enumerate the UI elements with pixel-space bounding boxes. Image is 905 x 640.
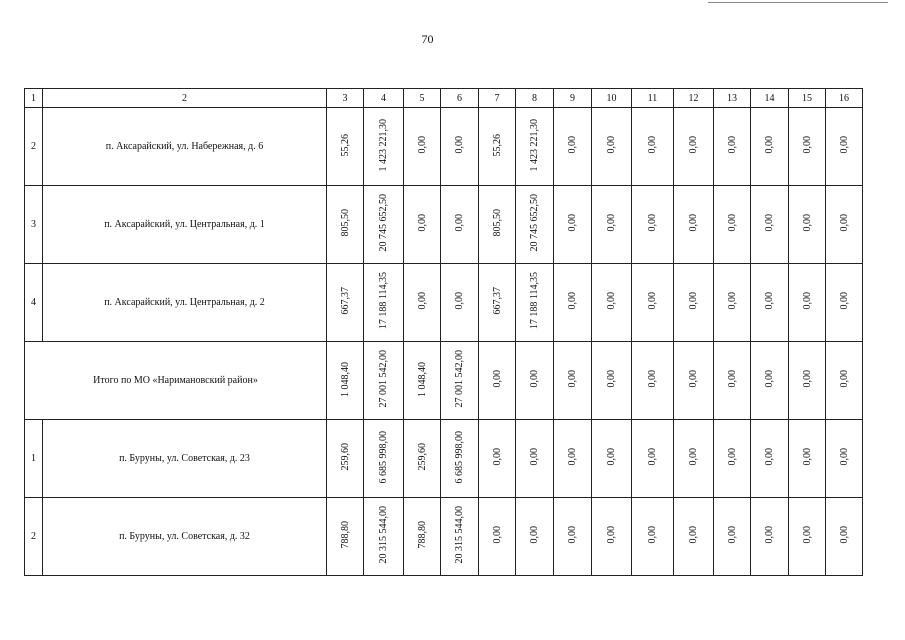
data-table: [24, 88, 863, 576]
row-number: 3: [25, 186, 43, 264]
cell-value: 0,00: [838, 526, 850, 544]
value-cell: [404, 186, 441, 264]
value-cell: [554, 498, 592, 576]
value-cell: [516, 498, 554, 576]
cell-value: 0,00: [764, 136, 775, 154]
value-cell: [751, 108, 789, 186]
cell-value: 0,00: [416, 136, 428, 154]
value-cell: [826, 498, 863, 576]
value-cell: [516, 420, 554, 498]
value-cell: [826, 420, 863, 498]
column-header: 9: [554, 89, 592, 108]
row-number: 4: [25, 264, 43, 342]
cell-value: 0,00: [764, 448, 775, 466]
table-row: [25, 264, 863, 342]
value-cell: [404, 264, 441, 342]
value-cell: [751, 342, 789, 420]
cell-value: 20 315 544,00: [378, 506, 389, 564]
value-cell: [479, 498, 516, 576]
value-cell: [789, 108, 826, 186]
value-cell: [674, 186, 714, 264]
cell-value: 55,26: [339, 133, 351, 157]
value-cell: [674, 498, 714, 576]
value-cell: [714, 264, 751, 342]
cell-value: 0,00: [454, 136, 465, 154]
table-row: [25, 498, 863, 576]
cell-value: 259,60: [339, 443, 351, 471]
row-number: 1: [25, 420, 43, 498]
cell-value: 0,00: [838, 370, 850, 388]
value-cell: [789, 186, 826, 264]
cell-value: 0,00: [491, 448, 503, 466]
cell-value: 0,00: [606, 526, 617, 544]
column-header: 1: [25, 89, 43, 108]
cell-value: 0,00: [491, 370, 503, 388]
cell-value: 0,00: [726, 370, 738, 388]
row-number: 2: [25, 498, 43, 576]
table-row: [25, 108, 863, 186]
cell-value: 1 423 221,30: [378, 118, 389, 172]
cell-value: 0,00: [529, 526, 540, 544]
value-cell: [516, 186, 554, 264]
value-cell: [592, 264, 632, 342]
cell-value: 0,00: [529, 370, 540, 388]
value-cell: [789, 342, 826, 420]
cell-value: 0,00: [647, 370, 658, 388]
column-header: 15: [789, 89, 826, 108]
value-cell: [751, 420, 789, 498]
cell-value: 0,00: [688, 292, 699, 310]
value-cell: [364, 186, 404, 264]
value-cell: [441, 420, 479, 498]
cell-value: 0,00: [726, 526, 738, 544]
cell-value: 0,00: [416, 214, 428, 232]
value-cell: [364, 108, 404, 186]
cell-value: 6 685 998,00: [378, 430, 389, 484]
cell-value: 0,00: [606, 448, 617, 466]
value-cell: [714, 108, 751, 186]
cell-value: 0,00: [764, 292, 775, 310]
value-cell: [554, 420, 592, 498]
total-label: Итого по МО «Наримановский район»: [25, 342, 327, 420]
value-cell: [441, 108, 479, 186]
cell-value: 0,00: [491, 526, 503, 544]
cell-value: 0,00: [606, 214, 617, 232]
cell-value: 0,00: [838, 136, 850, 154]
top-rule: [708, 2, 888, 3]
row-number: 2: [25, 108, 43, 186]
value-cell: [516, 108, 554, 186]
column-header: 11: [632, 89, 674, 108]
column-header: 13: [714, 89, 751, 108]
value-cell: [826, 186, 863, 264]
cell-value: 667,37: [491, 287, 503, 315]
cell-value: 0,00: [726, 448, 738, 466]
value-cell: [789, 498, 826, 576]
cell-value: 17 188 114,35: [378, 272, 389, 330]
cell-value: 0,00: [688, 370, 699, 388]
value-cell: [592, 342, 632, 420]
cell-value: 0,00: [801, 214, 813, 232]
cell-value: 0,00: [726, 292, 738, 310]
column-header: 8: [516, 89, 554, 108]
cell-value: 788,80: [416, 521, 428, 549]
value-cell: [632, 498, 674, 576]
value-cell: [554, 264, 592, 342]
value-cell: [826, 342, 863, 420]
value-cell: [714, 420, 751, 498]
cell-value: 0,00: [647, 292, 658, 310]
cell-value: 0,00: [567, 526, 578, 544]
value-cell: [826, 264, 863, 342]
value-cell: [327, 186, 364, 264]
value-cell: [404, 342, 441, 420]
cell-value: 0,00: [567, 292, 578, 310]
value-cell: [674, 108, 714, 186]
value-cell: [404, 498, 441, 576]
value-cell: [632, 186, 674, 264]
value-cell: [632, 342, 674, 420]
cell-value: 20 745 652,50: [529, 194, 540, 252]
cell-value: 1 423 221,30: [529, 118, 540, 172]
cell-value: 0,00: [567, 370, 578, 388]
value-cell: [441, 264, 479, 342]
value-cell: [404, 420, 441, 498]
address-cell: п. Аксарайский, ул. Центральная, д. 1: [43, 186, 327, 264]
address-cell: п. Буруны, ул. Советская, д. 23: [43, 420, 327, 498]
address-cell: п. Буруны, ул. Советская, д. 32: [43, 498, 327, 576]
cell-value: 0,00: [726, 136, 738, 154]
value-cell: [364, 264, 404, 342]
value-cell: [554, 108, 592, 186]
cell-value: 0,00: [606, 292, 617, 310]
value-cell: [364, 420, 404, 498]
value-cell: [441, 342, 479, 420]
value-cell: [826, 108, 863, 186]
cell-value: 0,00: [801, 526, 813, 544]
value-cell: [327, 420, 364, 498]
cell-value: 0,00: [838, 292, 850, 310]
value-cell: [327, 342, 364, 420]
cell-value: 0,00: [606, 370, 617, 388]
cell-value: 0,00: [801, 292, 813, 310]
address-cell: п. Аксарайский, ул. Набережная, д. 6: [43, 108, 327, 186]
cell-value: 0,00: [801, 448, 813, 466]
value-cell: [479, 342, 516, 420]
value-cell: [674, 420, 714, 498]
cell-value: 0,00: [606, 136, 617, 154]
column-header: 2: [43, 89, 327, 108]
cell-value: 1 048,40: [416, 361, 428, 397]
value-cell: [632, 108, 674, 186]
column-header: 3: [327, 89, 364, 108]
page-number: 70: [421, 32, 434, 46]
value-cell: [789, 420, 826, 498]
column-header: 7: [479, 89, 516, 108]
cell-value: 20 745 652,50: [378, 194, 389, 252]
cell-value: 0,00: [764, 214, 775, 232]
cell-value: 259,60: [416, 443, 428, 471]
value-cell: [592, 186, 632, 264]
cell-value: 0,00: [726, 214, 738, 232]
value-cell: [404, 108, 441, 186]
cell-value: 0,00: [764, 526, 775, 544]
cell-value: 0,00: [567, 214, 578, 232]
cell-value: 0,00: [529, 448, 540, 466]
value-cell: [516, 342, 554, 420]
cell-value: 1 048,40: [339, 361, 351, 397]
cell-value: 27 001 542,00: [454, 350, 465, 408]
cell-value: 0,00: [838, 448, 850, 466]
value-cell: [441, 186, 479, 264]
cell-value: 0,00: [416, 292, 428, 310]
cell-value: 20 315 544,00: [454, 506, 465, 564]
cell-value: 667,37: [339, 287, 351, 315]
value-cell: [592, 420, 632, 498]
value-cell: [554, 186, 592, 264]
value-cell: [364, 342, 404, 420]
value-cell: [479, 108, 516, 186]
value-cell: [714, 186, 751, 264]
cell-value: 0,00: [647, 136, 658, 154]
cell-value: 0,00: [647, 448, 658, 466]
cell-value: 0,00: [454, 214, 465, 232]
value-cell: [674, 342, 714, 420]
cell-value: 0,00: [688, 526, 699, 544]
value-cell: [714, 498, 751, 576]
column-header: 6: [441, 89, 479, 108]
cell-value: 55,26: [491, 133, 503, 157]
value-cell: [441, 498, 479, 576]
value-cell: [516, 264, 554, 342]
cell-value: 805,50: [339, 209, 351, 237]
cell-value: 0,00: [688, 136, 699, 154]
cell-value: 0,00: [567, 136, 578, 154]
cell-value: 0,00: [764, 370, 775, 388]
value-cell: [592, 498, 632, 576]
cell-value: 0,00: [688, 214, 699, 232]
value-cell: [789, 264, 826, 342]
cell-value: 0,00: [454, 292, 465, 310]
cell-value: 0,00: [688, 448, 699, 466]
value-cell: [674, 264, 714, 342]
cell-value: 0,00: [647, 214, 658, 232]
cell-value: 805,50: [491, 209, 503, 237]
value-cell: [479, 420, 516, 498]
table-row: [25, 420, 863, 498]
value-cell: [364, 498, 404, 576]
table-row: [25, 186, 863, 264]
cell-value: 27 001 542,00: [378, 350, 389, 408]
cell-value: 0,00: [801, 370, 813, 388]
value-cell: [751, 186, 789, 264]
cell-value: 6 685 998,00: [454, 430, 465, 484]
value-cell: [751, 264, 789, 342]
header-row: [25, 89, 863, 108]
total-row: [25, 342, 863, 420]
cell-value: 788,80: [339, 521, 351, 549]
cell-value: 0,00: [647, 526, 658, 544]
column-header: 5: [404, 89, 441, 108]
column-header: 12: [674, 89, 714, 108]
value-cell: [479, 264, 516, 342]
value-cell: [714, 342, 751, 420]
cell-value: 17 188 114,35: [529, 272, 540, 330]
column-header: 14: [751, 89, 789, 108]
value-cell: [751, 498, 789, 576]
cell-value: 0,00: [838, 214, 850, 232]
value-cell: [554, 342, 592, 420]
cell-value: 0,00: [801, 136, 813, 154]
value-cell: [632, 420, 674, 498]
cell-value: 0,00: [567, 448, 578, 466]
value-cell: [479, 186, 516, 264]
value-cell: [327, 264, 364, 342]
value-cell: [327, 108, 364, 186]
column-header: 16: [826, 89, 863, 108]
column-header: 10: [592, 89, 632, 108]
value-cell: [632, 264, 674, 342]
value-cell: [327, 498, 364, 576]
column-header: 4: [364, 89, 404, 108]
address-cell: п. Аксарайский, ул. Центральная, д. 2: [43, 264, 327, 342]
value-cell: [592, 108, 632, 186]
